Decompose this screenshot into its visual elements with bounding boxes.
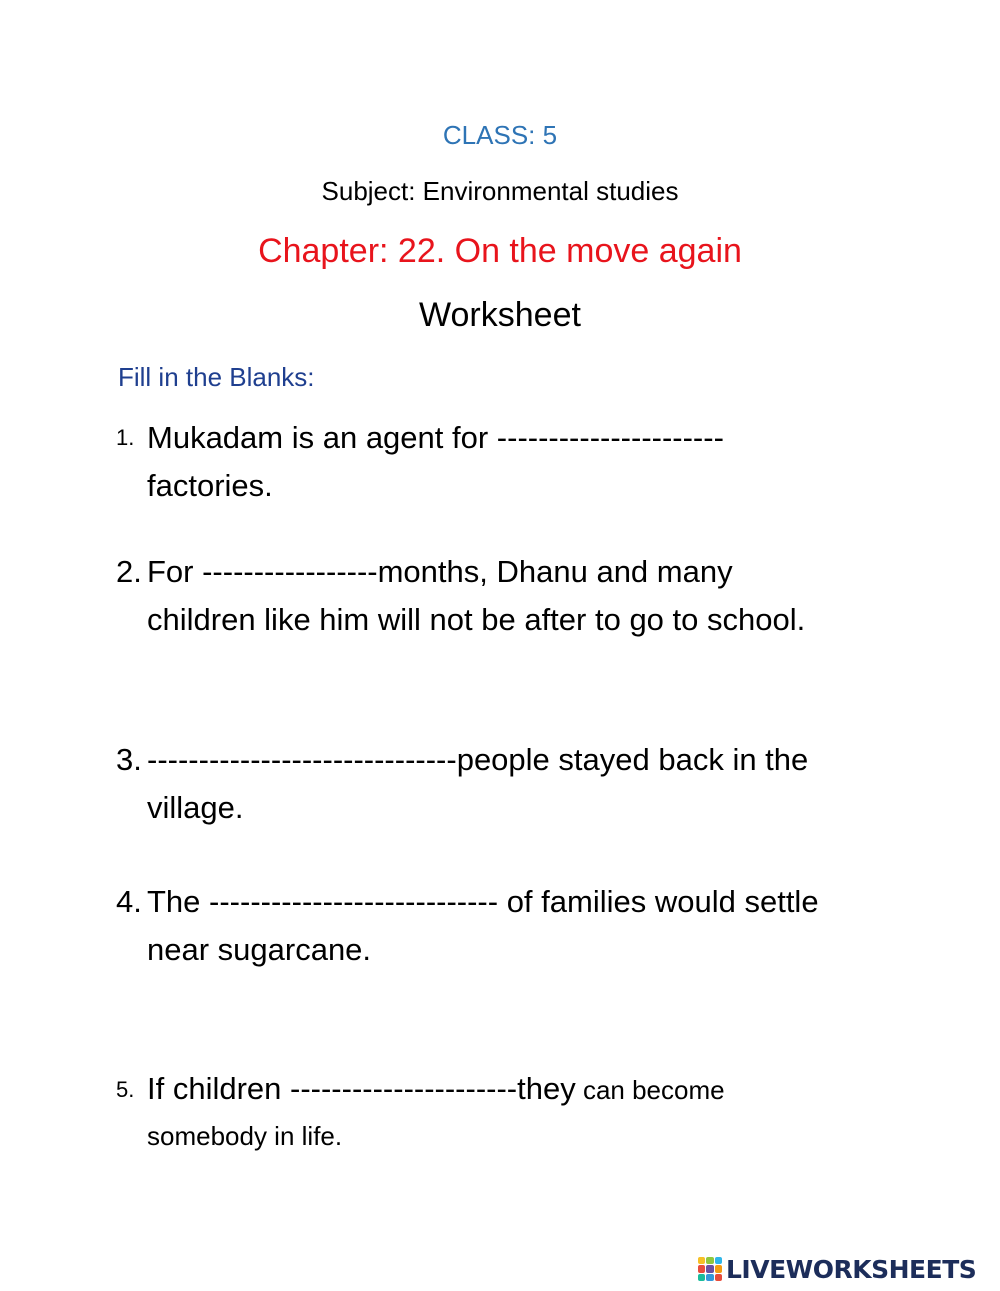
- question-text-part-b: can become: [575, 1075, 725, 1105]
- logo-square: [698, 1257, 705, 1264]
- worksheet-title: Worksheet: [419, 296, 581, 334]
- question-text-line-1: [147, 1066, 896, 1113]
- class-label: CLASS: 5: [442, 120, 558, 150]
- logo-square: [706, 1265, 713, 1272]
- logo-square: [706, 1274, 713, 1281]
- question-text-line-1: The ---------------------------- of families would settle: [147, 884, 819, 919]
- question-number: 5.: [116, 1077, 135, 1102]
- logo-square: [715, 1274, 722, 1281]
- question-4: [116, 878, 896, 974]
- question-text-line-1: For -----------------months, Dhanu and many: [147, 554, 733, 589]
- question-text-line-2: children like him will not be after to go to school.: [147, 602, 806, 637]
- instruction-heading: Fill in the Blanks:: [118, 362, 315, 392]
- liveworksheets-logo-icon: [698, 1257, 722, 1281]
- question-number: 1.: [116, 425, 135, 450]
- logo-square: [715, 1257, 722, 1264]
- logo-square: [715, 1265, 722, 1272]
- question-text-line-1: Mukadam is an agent for ----------------------: [147, 420, 724, 455]
- liveworksheets-brand: [698, 1254, 976, 1284]
- question-text-line-1: ------------------------------people stayed back in the: [147, 742, 809, 777]
- chapter-title: Chapter: 22. On the move again: [258, 232, 742, 270]
- logo-square: [698, 1274, 705, 1281]
- logo-square: [698, 1265, 705, 1272]
- question-text-part-a: If children ----------------------they: [147, 1071, 576, 1106]
- question-number: 2.: [116, 554, 142, 589]
- question-text-line-2: near sugarcane.: [147, 932, 372, 967]
- question-2: [116, 548, 896, 644]
- question-text-line-2: village.: [147, 790, 244, 825]
- question-text-line-2: somebody in life.: [147, 1121, 343, 1151]
- subject-line: Subject: Environmental studies: [321, 176, 679, 206]
- question-3: [116, 736, 896, 832]
- question-1: [116, 414, 896, 510]
- brand-name: LIVEWORKSHEETS: [726, 1254, 977, 1284]
- logo-square: [706, 1257, 713, 1264]
- question-text-line-2: factories.: [147, 468, 273, 503]
- question-5: [116, 1066, 896, 1159]
- question-number: 4.: [116, 884, 142, 919]
- question-number: 3.: [116, 742, 142, 777]
